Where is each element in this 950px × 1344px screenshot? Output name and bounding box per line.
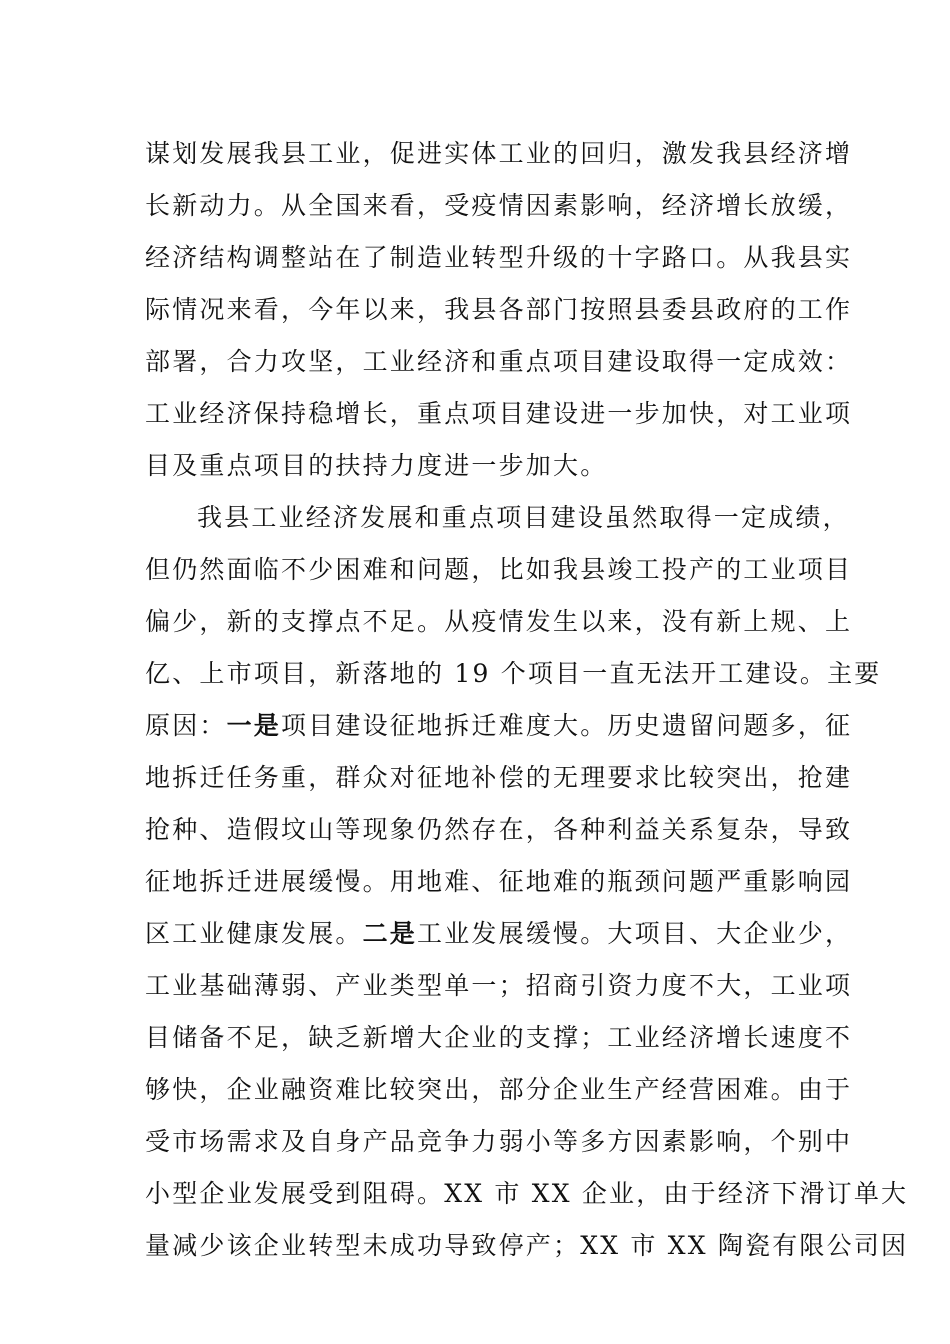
text-line: 经济结构调整站在了制造业转型升级的十字路口。从我县实 bbox=[145, 243, 853, 272]
text-line: 征地拆迁进展缓慢。用地难、征地难的瓶颈问题严重影响园 bbox=[145, 867, 853, 896]
emphasis-label: 一是 bbox=[226, 711, 282, 740]
text-line: 亿、上市项目，新落地的 19 个项目一直无法开工建设。主要 bbox=[145, 659, 882, 688]
text-line: 长新动力。从全国来看，受疫情因素影响，经济增长放缓， bbox=[145, 191, 853, 220]
text-line: 够快，企业融资难比较突出，部分企业生产经营困难。由于 bbox=[145, 1075, 853, 1104]
text-line: 际情况来看，今年以来，我县各部门按照县委县政府的工作 bbox=[145, 295, 853, 324]
text-line: 工业经济保持稳增长，重点项目建设进一步加快，对工业项 bbox=[145, 399, 853, 428]
text-line: 工业基础薄弱、产业类型单一；招商引资力度不大，工业项 bbox=[145, 971, 853, 1000]
text-line bbox=[145, 908, 853, 960]
text-segment: 原因： bbox=[145, 711, 227, 740]
text-line: 谋划发展我县工业，促进实体工业的回归，激发我县经济增 bbox=[145, 139, 853, 168]
text-line: 目储备不足，缺乏新增大企业的支撑；工业经济增长速度不 bbox=[145, 1023, 853, 1052]
text-line: 部署，合力攻坚，工业经济和重点项目建设取得一定成效： bbox=[145, 347, 853, 376]
paragraph-2 bbox=[145, 492, 909, 1272]
text-segment: 区工业健康发展。 bbox=[145, 919, 363, 948]
text-line bbox=[145, 700, 853, 752]
text-line: 量减少该企业转型未成功导致停产；XX 市 XX 陶瓷有限公司因 bbox=[145, 1231, 909, 1260]
text-line: 我县工业经济发展和重点项目建设虽然取得一定成绩， bbox=[197, 503, 850, 532]
document-body bbox=[145, 128, 909, 1272]
text-segment: 工业发展缓慢。大项目、大企业少， bbox=[417, 919, 853, 948]
emphasis-label: 二是 bbox=[362, 919, 418, 948]
paragraph-1 bbox=[145, 128, 853, 492]
text-line: 受市场需求及自身产品竞争力弱小等多方因素影响，个别中 bbox=[145, 1127, 853, 1156]
text-line: 小型企业发展受到阻碍。XX 市 XX 企业，由于经济下滑订单大 bbox=[145, 1179, 909, 1208]
text-line: 抢种、造假坟山等现象仍然存在，各种利益关系复杂，导致 bbox=[145, 815, 853, 844]
text-segment: 项目建设征地拆迁难度大。历史遗留问题多，征 bbox=[281, 711, 853, 740]
text-line: 但仍然面临不少困难和问题，比如我县竣工投产的工业项目 bbox=[145, 555, 853, 584]
text-line: 偏少，新的支撑点不足。从疫情发生以来，没有新上规、上 bbox=[145, 607, 853, 636]
text-line: 目及重点项目的扶持力度进一步加大。 bbox=[145, 451, 608, 480]
text-line: 地拆迁任务重，群众对征地补偿的无理要求比较突出，抢建 bbox=[145, 763, 853, 792]
